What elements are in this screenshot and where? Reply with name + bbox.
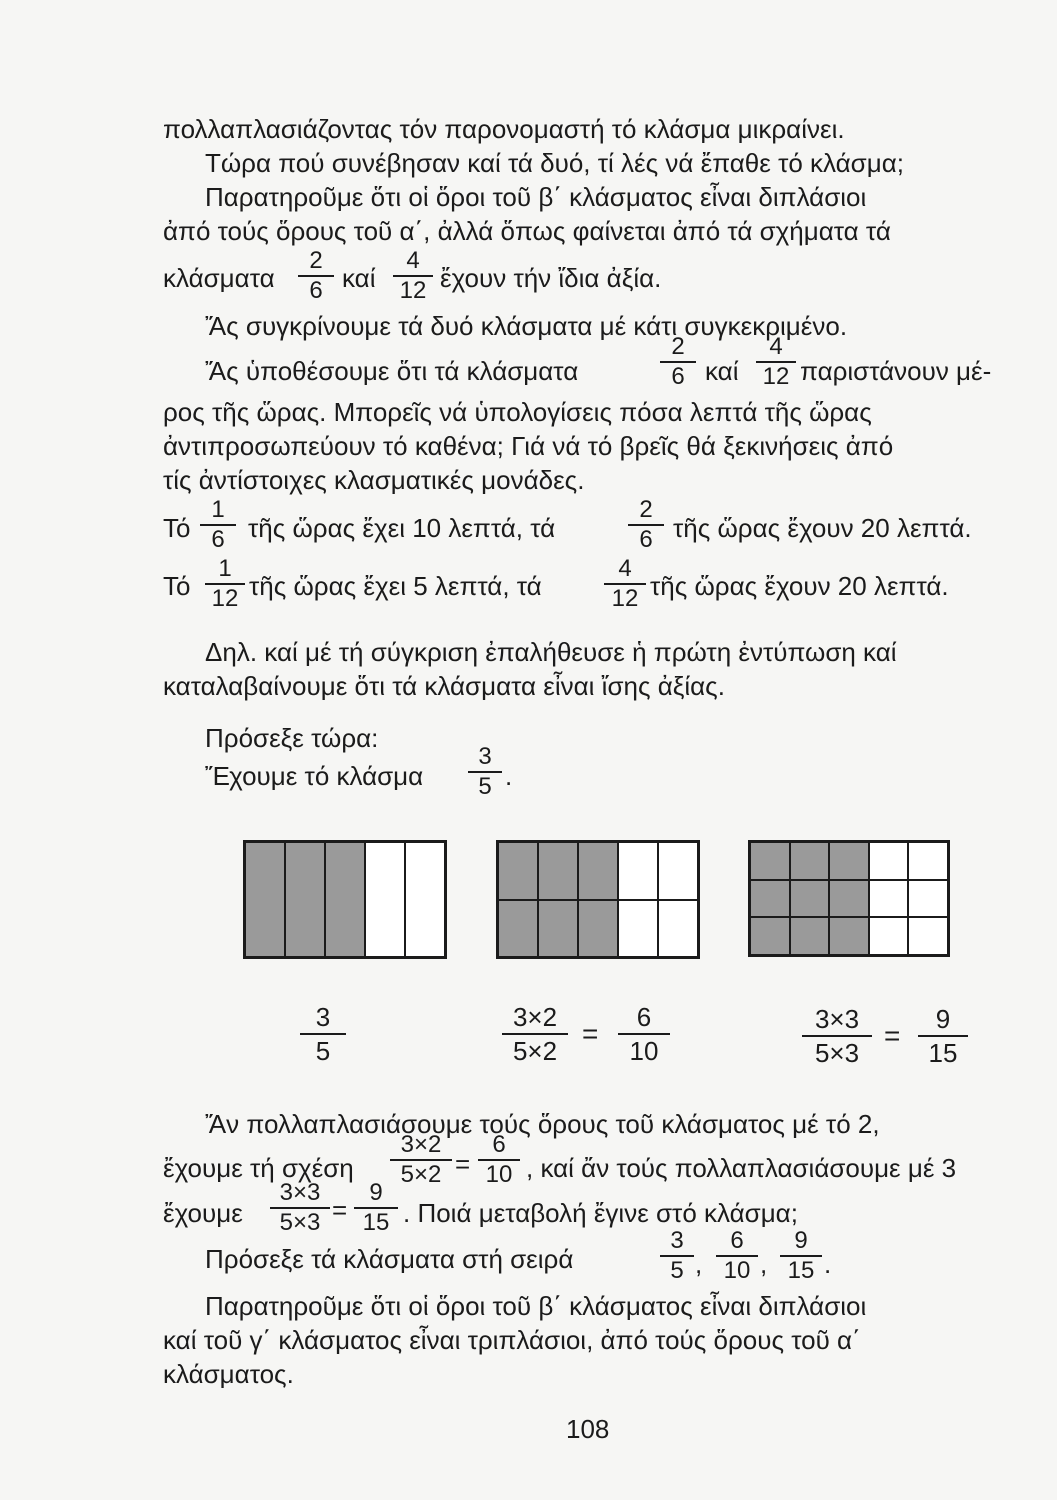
text-line: τῆς ὥρας ἔχει 5 λεπτά, τά xyxy=(249,571,542,601)
shaded-cell xyxy=(790,880,830,918)
empty-cell xyxy=(908,917,948,955)
comma: , xyxy=(695,1249,703,1279)
empty-cell xyxy=(908,880,948,918)
fraction-2-6: 2 6 xyxy=(298,248,334,304)
text-line: Ἄς συγκρίνουμε τά δυό κλάσματα μέ κάτι συγκεκριμένο. xyxy=(205,311,848,341)
empty-cell xyxy=(618,900,658,958)
fraction-3x2-5x2: 3×2 5×2 xyxy=(390,1132,452,1188)
page-number: 108 xyxy=(566,1414,610,1444)
fraction-grid-9-15 xyxy=(748,840,950,957)
fraction-3-5: 3 5 xyxy=(660,1228,694,1284)
text-line: Ἔχουμε τό κλάσμα xyxy=(205,761,424,791)
shaded-cell xyxy=(829,880,869,918)
shaded-cell xyxy=(829,917,869,955)
text-line: τῆς ὥρας ἔχουν 20 λεπτά. xyxy=(673,513,972,543)
text-line: κλάσματος. xyxy=(163,1359,294,1389)
fraction-3x3-5x3: 3×3 5×3 xyxy=(270,1180,330,1236)
empty-cell xyxy=(405,842,445,957)
fraction-grid-3-5 xyxy=(243,840,447,959)
fraction-6-10: 6 10 xyxy=(618,1002,670,1066)
shaded-cell xyxy=(498,900,538,958)
text-line: Πρόσεξε τά κλάσματα στή σειρά xyxy=(205,1244,574,1274)
empty-cell xyxy=(365,842,405,957)
fraction-6-10: 6 10 xyxy=(478,1132,520,1188)
fraction-2-6: 2 6 xyxy=(660,334,696,390)
fraction-6-10: 6 10 xyxy=(716,1228,758,1284)
text-line: . Ποιά μεταβολή ἔγινε στό κλάσμα; xyxy=(403,1198,798,1228)
fraction-2-6: 2 6 xyxy=(628,497,664,553)
text-line: Πρόσεξε τώρα: xyxy=(205,723,379,753)
text-line: καί τοῦ γ΄ κλάσματος εἶναι τριπλάσιοι, ἀπό τούς ὅρους τοῦ α΄ xyxy=(163,1325,861,1355)
empty-cell xyxy=(658,900,698,958)
text-line: , καί ἄν τούς πολλαπλασιάσουμε μέ 3 xyxy=(526,1153,957,1183)
equals-sign: = xyxy=(455,1149,471,1179)
text-line: πολλαπλασιάζοντας τόν παρονομαστή τό κλάσμα μικραίνει. xyxy=(163,114,845,144)
equals-sign: = xyxy=(884,1020,901,1051)
fraction-1-12: 1 12 xyxy=(205,556,245,612)
fraction-9-15: 9 15 xyxy=(918,1004,968,1068)
fraction-9-15: 9 15 xyxy=(780,1228,822,1284)
equals-sign: = xyxy=(582,1018,599,1049)
shaded-cell xyxy=(325,842,365,957)
period: . xyxy=(824,1249,832,1279)
fraction-4-12: 4 12 xyxy=(756,334,796,390)
text-line: Παρατηροῦμε ὅτι οἱ ὅροι τοῦ β΄ κλάσματος εἶναι διπλάσιοι xyxy=(205,182,867,212)
shaded-cell xyxy=(578,842,618,900)
shaded-cell xyxy=(790,842,830,880)
fraction-3x3-5x3: 3×3 5×3 xyxy=(802,1004,872,1068)
equals-sign: = xyxy=(332,1195,348,1225)
fraction-grid-6-10 xyxy=(496,840,700,959)
text-line: ἔχουμε τή σχέση xyxy=(163,1153,354,1183)
shaded-cell xyxy=(538,842,578,900)
shaded-cell xyxy=(498,842,538,900)
comma: , xyxy=(760,1249,768,1279)
shaded-cell xyxy=(829,842,869,880)
empty-cell xyxy=(658,842,698,900)
empty-cell xyxy=(869,842,909,880)
text-line: ἔχουμε xyxy=(163,1198,243,1228)
fraction-1-6: 1 6 xyxy=(200,497,236,553)
fraction-3-5: 3 5 xyxy=(300,1002,346,1066)
shaded-cell xyxy=(285,842,325,957)
text-line: καί xyxy=(705,356,739,386)
text-line: ρος τῆς ὥρας. Μπορεῖς νά ὑπολογίσεις πόσα λεπτά τῆς ὥρας xyxy=(163,397,872,427)
text-line: τίς ἀντίστοιχες κλασματικές μονάδες. xyxy=(163,465,585,495)
text-line: τῆς ὥρας ἔχει 10 λεπτά, τά xyxy=(248,513,556,543)
text-line: Παρατηροῦμε ὅτι οἱ ὅροι τοῦ β΄ κλάσματος εἶναι διπλάσιοι xyxy=(205,1291,867,1321)
text-line: καί xyxy=(342,263,376,293)
text-line: . xyxy=(505,761,513,791)
shaded-cell xyxy=(538,900,578,958)
shaded-cell xyxy=(750,880,790,918)
empty-cell xyxy=(869,880,909,918)
text-line: κλάσματα xyxy=(163,263,275,293)
text-line: παριστάνουν μέ- xyxy=(800,356,992,386)
shaded-cell xyxy=(750,842,790,880)
text-line: ἀντιπροσωπεύουν τό καθένα; Γιά νά τό βρεῖς θά ξεκινήσεις ἀπό xyxy=(163,431,894,461)
text-line: τῆς ὥρας ἔχουν 20 λεπτά. xyxy=(650,571,949,601)
empty-cell xyxy=(908,842,948,880)
text-line: Τό xyxy=(163,513,191,543)
empty-cell xyxy=(618,842,658,900)
text-line: Τό xyxy=(163,571,191,601)
text-line: ἔχουν τήν ἴδια ἀξία. xyxy=(440,263,662,293)
fraction-3-5: 3 5 xyxy=(468,744,502,800)
text-line: Ἄς ὑποθέσουμε ὅτι τά κλάσματα xyxy=(205,356,579,386)
fraction-9-15: 9 15 xyxy=(354,1180,398,1236)
text-line: Δηλ. καί μέ τή σύγκριση ἐπαλήθευσε ἡ πρώτη ἐντύπωση καί xyxy=(205,637,897,667)
text-line: καταλαβαίνουμε ὅτι τά κλάσματα εἶναι ἴσης ἀξίας. xyxy=(163,671,725,701)
fraction-4-12: 4 12 xyxy=(604,556,646,612)
shaded-cell xyxy=(750,917,790,955)
fraction-4-12: 4 12 xyxy=(393,248,433,304)
text-line: Τώρα πού συνέβησαν καί τά δυό, τί λές νά ἔπαθε τό κλάσμα; xyxy=(205,148,904,178)
text-line: Ἄν πολλαπλασιάσουμε τούς ὅρους τοῦ κλάσματος μέ τό 2, xyxy=(205,1109,880,1139)
shaded-cell xyxy=(578,900,618,958)
text-line: ἀπό τούς ὅρους τοῦ α΄, ἀλλά ὅπως φαίνεται ἀπό τά σχήματα τά xyxy=(163,216,891,246)
shaded-cell xyxy=(790,917,830,955)
empty-cell xyxy=(869,917,909,955)
shaded-cell xyxy=(245,842,285,957)
fraction-3x2-5x2: 3×2 5×2 xyxy=(502,1002,568,1066)
